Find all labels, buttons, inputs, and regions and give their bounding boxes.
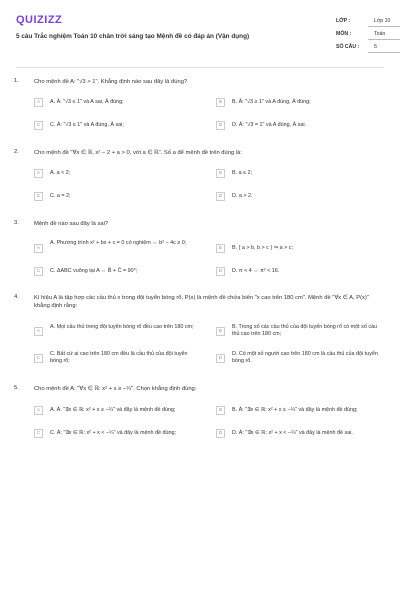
meta-value: 5 (374, 44, 377, 50)
option-letter: B (216, 169, 225, 178)
option-text: C. Ā: "√3 ≤ 1" và A đúng, Ā sai; (50, 122, 124, 128)
meta-class (328, 14, 400, 28)
option-text: C. a = 2; (50, 193, 71, 199)
meta-key: LỚP : (336, 18, 351, 24)
meta-key: MÔN : (336, 31, 352, 37)
option-letter: C (34, 121, 43, 130)
header-divider (16, 67, 384, 68)
option-letter: B (216, 327, 225, 336)
option-letter: B (216, 244, 225, 253)
option-text: B. Trong số các cầu thủ của đội tuyển bóng rổ có một số cầu thủ cao trên 180 cm; (232, 324, 378, 337)
option-text: B. Ā: "√3 ≥ 1" và A đúng, Ā đúng; (232, 99, 311, 105)
question-number: 4. (14, 294, 19, 300)
option-letter: B (216, 406, 225, 415)
option-letter: C (34, 429, 43, 438)
question-number: 2. (14, 149, 19, 155)
option-text: A. Ā: "√3 ≤ 1" và A sai, Ā đúng; (50, 99, 124, 105)
meta-question-count (328, 40, 400, 54)
question-text: Cho mệnh đề A: "∀x ∈ ℝ: x² + x ≥ −¼". Chọn khẳng định đúng: (34, 386, 197, 392)
meta-underline (368, 52, 400, 53)
worksheet-header (10, 10, 390, 60)
option-letter: D (216, 267, 225, 276)
option-letter: A (34, 169, 43, 178)
worksheet-title: 5 câu Trắc nghiệm Toán 10 chân trời sáng tạo Mệnh đề có đáp án (Vận dụng) (16, 33, 250, 40)
option-letter: C (34, 267, 43, 276)
option-text: A. Phương trình x² + bx + c = 0 có nghiệm ⇔ b² − 4c ≥ 0; (50, 240, 187, 246)
option-text: D. a > 2. (232, 193, 253, 199)
question-text: Cho mệnh đề A: "√3 > 1". Khẳng định nào sau đây là đúng? (34, 79, 188, 85)
option-letter: D (216, 192, 225, 201)
option-letter: D (216, 429, 225, 438)
option-text: D. Ā: "√3 = 1" và A đúng, Ā sai. (232, 122, 307, 128)
meta-subject (328, 27, 400, 41)
option-letter: A (34, 327, 43, 336)
question-number: 1. (14, 78, 19, 84)
option-letter: D (216, 121, 225, 130)
option-letter: A (34, 244, 43, 253)
option-text: B. Ā: "∃x ∈ ℝ: x² + x ≤ −¼" và đây là mệnh đề đúng; (232, 407, 358, 413)
option-text: B. a ≤ 2; (232, 170, 253, 176)
option-text: D. Có một số người cao trên 180 cm là cầu thủ của đội tuyển bóng rổ. (232, 351, 378, 364)
option-text: C. ΔABC vuông tại A ⇔ B̂ + Ĉ = 90°; (50, 268, 138, 274)
option-letter: A (34, 406, 43, 415)
question-number: 3. (14, 220, 19, 226)
option-text: A. Mọi cầu thủ trong đội tuyển bóng rổ đều cao trên 180 cm; (50, 324, 194, 330)
quizizz-logo: QUIZIZZ (16, 14, 63, 26)
option-text: C. Ā: "∃x ∈ ℝ: x² + x < −¼" và đây là mệnh đề đúng; (50, 430, 177, 436)
option-letter: C (34, 192, 43, 201)
option-text: B. { a > b, b > c } ⇒ a > c; (232, 245, 294, 251)
option-text: A. a < 2; (50, 170, 71, 176)
meta-value: Toán (374, 31, 386, 37)
option-letter: C (34, 354, 43, 363)
option-letter: A (34, 98, 43, 107)
option-text: C. Bất cứ ai cao trên 180 cm đều là cầu thủ của đội tuyển bóng rổ; (50, 351, 188, 364)
option-text: A. Ā: "∃x ∈ ℝ: x² + x ≥ −¼" và đây là mệnh đề đúng; (50, 407, 176, 413)
option-text: D. π < 4 ⇔ π² < 16. (232, 268, 280, 274)
option-text: D. Ā: "∃x ∈ ℝ: x² + x < −¼" và đây là mệnh đề sai. (232, 430, 353, 436)
question-text: Mệnh đề nào sau đây là sai? (34, 221, 109, 227)
question-text: Kí hiệu A là tập hợp các cầu thủ x trong đội tuyển bóng rổ, P(x) là mệnh đề chứa biến "x cao trên 180 cm". Mệnh đề "∀x ∈ A, P(x)" khẳng định rằng: (34, 295, 369, 309)
question-number: 5. (14, 385, 19, 391)
question-text: Cho mệnh đề "∀x ∈ ℝ, x² − 2 + a > 0, với a ∈ ℝ". Số a để mệnh đề trên đúng là: (34, 150, 242, 156)
option-letter: D (216, 354, 225, 363)
option-letter: B (216, 98, 225, 107)
meta-value: Lớp 10 (374, 18, 391, 24)
meta-key: SỐ CÂU : (336, 44, 360, 50)
